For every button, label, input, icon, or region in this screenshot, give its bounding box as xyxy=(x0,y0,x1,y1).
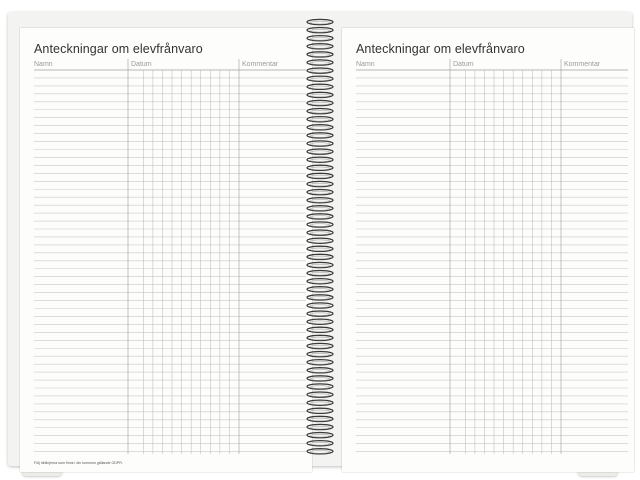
spiral-coil-highlight xyxy=(310,370,330,373)
spiral-coil-highlight xyxy=(310,442,330,445)
spiral-coil-highlight xyxy=(310,240,330,243)
spiral-coil-highlight xyxy=(310,159,330,162)
spiral-coil-highlight xyxy=(310,191,330,194)
spiral-coil-highlight xyxy=(310,208,330,211)
page-title: Anteckningar om elevfrånvaro xyxy=(356,42,525,56)
spiral-coil-highlight xyxy=(310,86,330,89)
spiral-coil-highlight xyxy=(310,46,330,49)
spiral-coil-highlight xyxy=(310,78,330,81)
spiral-coil-highlight xyxy=(310,135,330,138)
spiral-coil-highlight xyxy=(310,353,330,356)
column-header-date: Datum xyxy=(453,61,474,68)
spiral-coil-highlight xyxy=(310,167,330,170)
column-header-comment: Kommentar xyxy=(242,61,279,68)
spiral-coil-highlight xyxy=(310,264,330,267)
spiral-coil-highlight xyxy=(310,151,330,154)
right-page xyxy=(342,28,634,472)
spiral-coil-highlight xyxy=(310,402,330,405)
spiral-coil-highlight xyxy=(310,329,330,332)
page-title: Anteckningar om elevfrånvaro xyxy=(34,42,203,56)
spiral-coil-highlight xyxy=(310,280,330,283)
column-header-date: Datum xyxy=(131,61,152,68)
spiral-coil-highlight xyxy=(310,272,330,275)
spiral-coil-highlight xyxy=(310,110,330,113)
spiral-coil-highlight xyxy=(310,175,330,178)
right-page-grid xyxy=(342,28,634,472)
column-header-name: Namn xyxy=(34,61,53,68)
spiral-coil-highlight xyxy=(310,216,330,219)
spiral-coil-highlight xyxy=(310,394,330,397)
spiral-coil-highlight xyxy=(310,426,330,429)
spiral-coil-highlight xyxy=(310,418,330,421)
spiral-coil-highlight xyxy=(310,321,330,324)
spiral-coil-highlight xyxy=(310,102,330,105)
spiral-coil-highlight xyxy=(310,451,330,454)
spiral-coil-highlight xyxy=(310,248,330,251)
spiral-coil-highlight xyxy=(310,21,330,24)
spiral-coil-highlight xyxy=(310,434,330,437)
spiral-coil-highlight xyxy=(310,410,330,413)
spiral-coil-highlight xyxy=(310,37,330,40)
spiral-coil-highlight xyxy=(310,361,330,364)
spiral-coil-highlight xyxy=(310,232,330,235)
spiral-coil-highlight xyxy=(310,29,330,32)
spiral-coil-highlight xyxy=(310,118,330,121)
spiral-binding xyxy=(300,18,340,460)
left-page xyxy=(20,28,312,472)
left-page-grid xyxy=(20,28,312,472)
column-header-name: Namn xyxy=(356,61,375,68)
spiral-coil-highlight xyxy=(310,224,330,227)
spiral-coil-highlight xyxy=(310,378,330,381)
spiral-coil-highlight xyxy=(310,94,330,97)
spiral-coil-highlight xyxy=(310,199,330,202)
spiral-coil-highlight xyxy=(310,62,330,65)
spiral-coil-highlight xyxy=(310,337,330,340)
column-header-comment: Kommentar xyxy=(564,61,601,68)
spiral-coil-highlight xyxy=(310,313,330,316)
spiral-coil-highlight xyxy=(310,54,330,57)
spiral-coil-highlight xyxy=(310,70,330,73)
spiral-coil-highlight xyxy=(310,305,330,308)
spiral-coil-highlight xyxy=(310,297,330,300)
spiral-coil-highlight xyxy=(310,143,330,146)
spiral-coil-highlight xyxy=(310,256,330,259)
footer-note: Följ riktlinjerna som finns i din kommun gällande GDPR. xyxy=(34,461,123,465)
spiral-coil-highlight xyxy=(310,127,330,130)
spiral-coil-highlight xyxy=(310,345,330,348)
spiral-coil-highlight xyxy=(310,289,330,292)
spiral-coil-highlight xyxy=(310,183,330,186)
spiral-coil-highlight xyxy=(310,386,330,389)
